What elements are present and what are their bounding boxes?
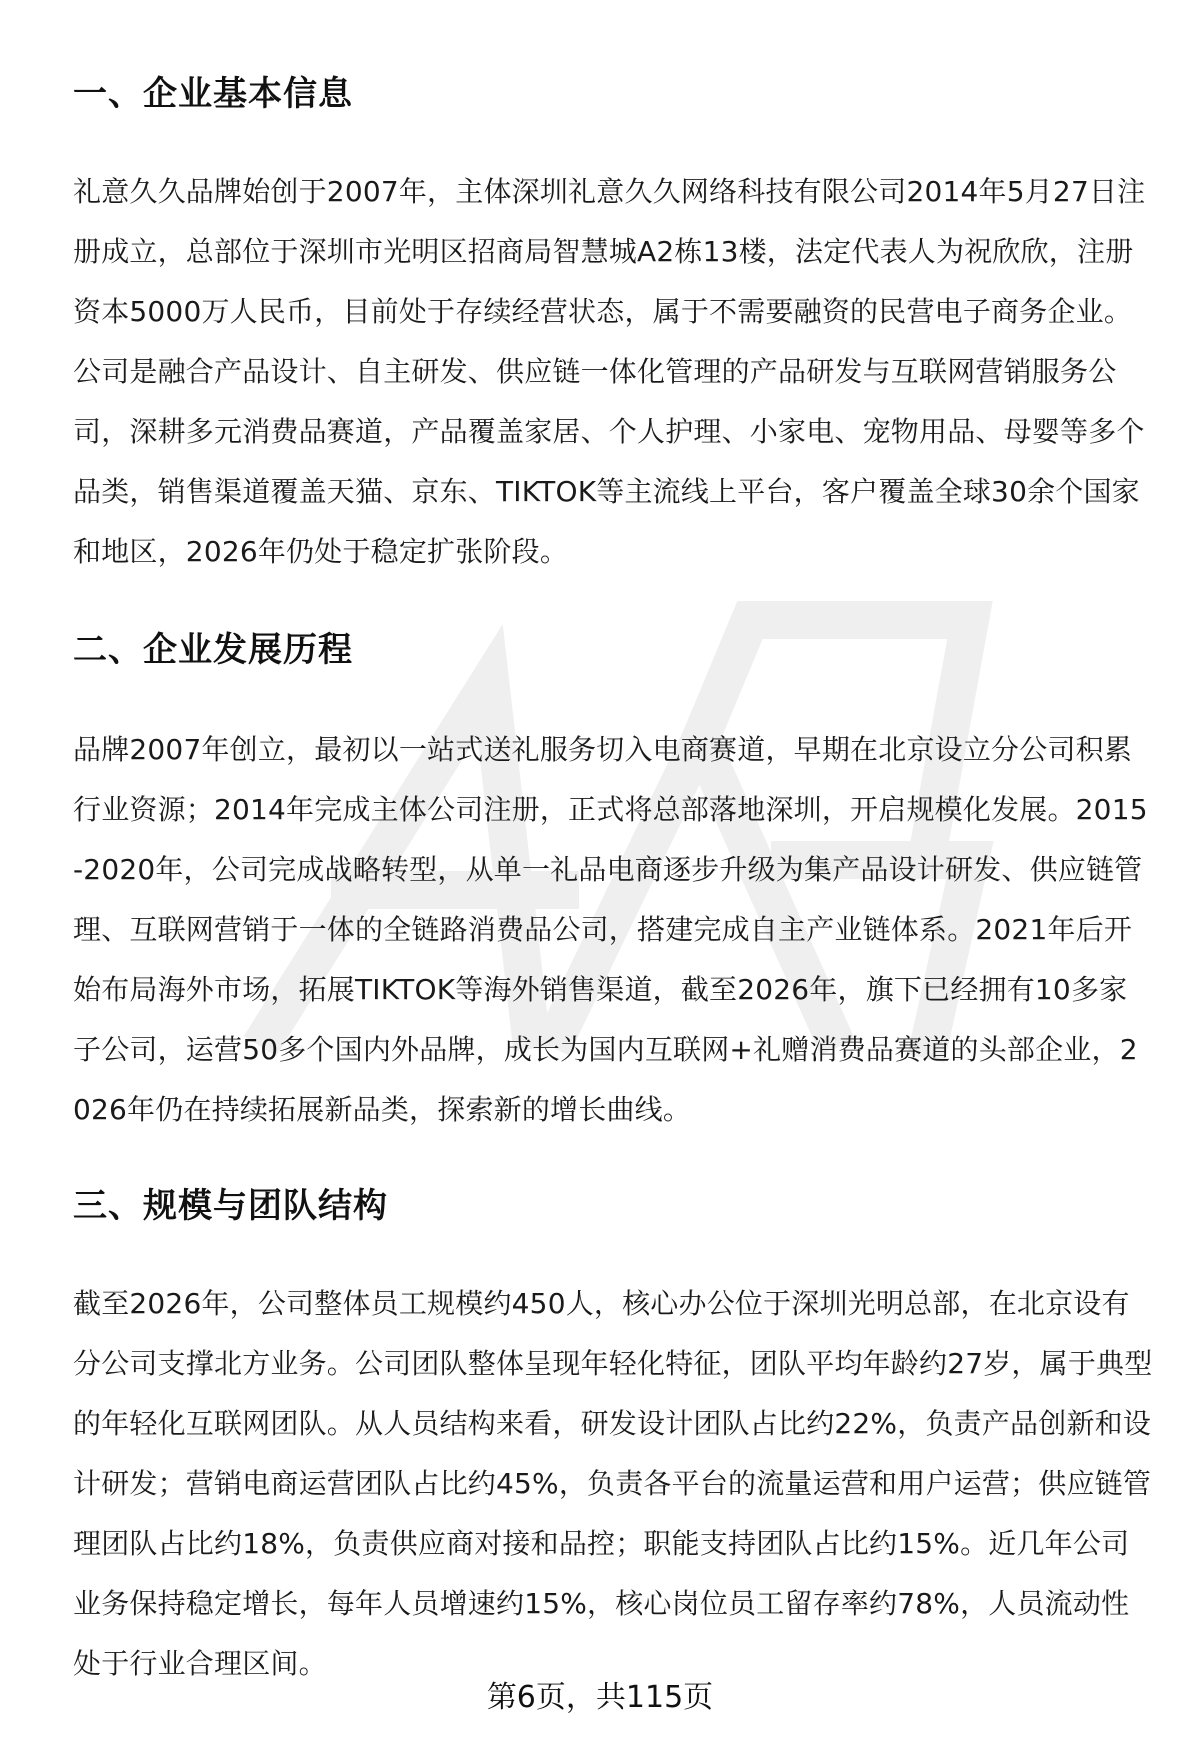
- section-heading-basic-info: [73, 72, 1153, 116]
- page-number-footer: 第6页，共115页: [486, 1680, 714, 1715]
- section-body-history: [73, 720, 1153, 1140]
- paragraph-text: 品牌2007年创立，最初以一站式送礼服务切入电商赛道，早期在北京设立分公司积累行业资源；2014年完成主体公司注册，正式将总部落地深圳，开启规模化发展。2015-2020年，公司完成战略转型，从单一礼品电商逐步升级为集产品设计研发、供应链管理、互联网营销于一体的全链路消费品公司，搭建完成自主产业链体系。2021年后开始布局海外市场，拓展TIKTOK等海外销售渠道，截至2026年，旗下已经拥有10多家子公司，运营50多个国内外品牌，成长为国内互联网+礼赠消费品赛道的头部企业，2026年仍在持续拓展新品类，探索新的增长曲线。: [73, 733, 1148, 1126]
- section-body-team: [73, 1274, 1153, 1694]
- heading-text: 三、规模与团队结构: [73, 1186, 388, 1226]
- heading-text: 二、企业发展历程: [73, 630, 353, 670]
- section-heading-history: [73, 628, 1153, 672]
- paragraph-text: 截至2026年，公司整体员工规模约450人，核心办公位于深圳光明总部，在北京设有分公司支撑北方业务。公司团队整体呈现年轻化特征，团队平均年龄约27岁，属于典型的年轻化互联网团队。从人员结构来看，研发设计团队占比约22%，负责产品创新和设计研发；营销电商运营团队占比约45%，负责各平台的流量运营和用户运营；供应链管理团队占比约18%，负责供应商对接和品控；职能支持团队占比约15%。近几年公司业务保持稳定增长，每年人员增速约15%，核心岗位员工留存率约78%，人员流动性处于行业合理区间。: [73, 1287, 1153, 1680]
- section-body-basic-info: [73, 162, 1153, 582]
- heading-text: 一、企业基本信息: [73, 74, 353, 114]
- paragraph-text: 礼意久久品牌始创于2007年，主体深圳礼意久久网络科技有限公司2014年5月27日注册成立，总部位于深圳市光明区招商局智慧城A2栋13楼，法定代表人为祝欣欣，注册资本5000万人民币，目前处于存续经营状态，属于不需要融资的民营电子商务企业。公司是融合产品设计、自主研发、供应链一体化管理的产品研发与互联网营销服务公司，深耕多元消费品赛道，产品覆盖家居、个人护理、小家电、宠物用品、母婴等多个品类，销售渠道覆盖天猫、京东、TIKTOK等主流线上平台，客户覆盖全球30余个国家和地区，2026年仍处于稳定扩张阶段。: [73, 175, 1146, 568]
- section-heading-team: [73, 1184, 1153, 1228]
